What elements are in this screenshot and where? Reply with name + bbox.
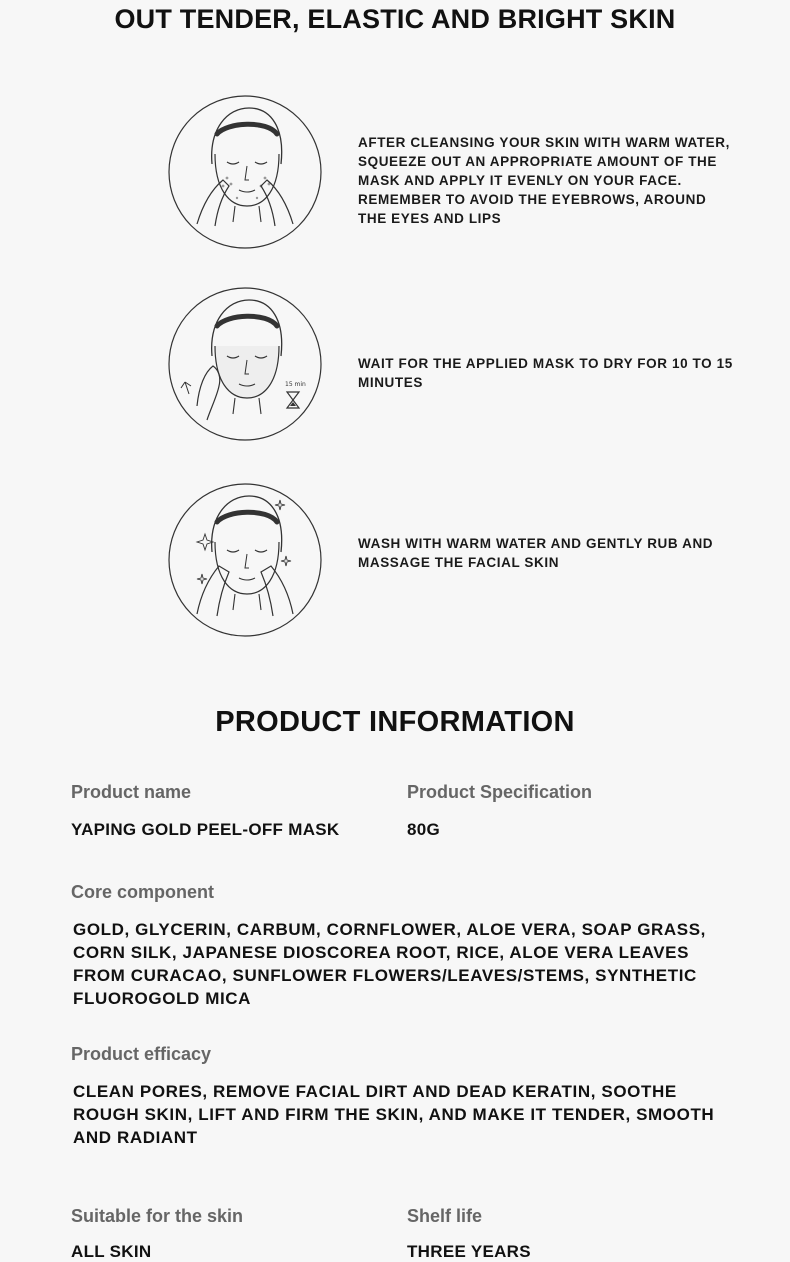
page-title: OUT TENDER, ELASTIC AND BRIGHT SKIN — [114, 4, 676, 34]
product-efficacy-label: Product efficacy — [71, 1044, 212, 1064]
product-spec-value: 80G — [407, 820, 441, 839]
face-applying-mask-icon — [167, 94, 323, 250]
product-efficacy-value: CLEAN PORES, REMOVE FACIAL DIRT AND DEAD KERATIN, SOOTHE ROUGH SKIN, LIFT AND FIRM THE SKIN, AND MAKE IT TENDER, SMOOTH AND RADIANT — [73, 1082, 715, 1147]
core-component-label: Core component — [71, 882, 215, 902]
step-3-instruction: WASH WITH WARM WATER AND GENTLY RUB AND MASSAGE THE FACIAL SKIN — [358, 536, 714, 570]
face-washing-icon — [167, 482, 323, 638]
product-spec-label: Product Specification — [407, 782, 593, 802]
step-2-instruction: WAIT FOR THE APPLIED MASK TO DRY FOR 10 TO 15 MINUTES — [358, 356, 733, 390]
suitable-skin-value: ALL SKIN — [71, 1242, 152, 1261]
timer-label: 15 min — [285, 381, 306, 388]
face-waiting-hourglass-icon — [167, 286, 323, 442]
suitable-skin-label: Suitable for the skin — [71, 1206, 244, 1226]
product-name-value: YAPING GOLD PEEL-OFF MASK — [71, 820, 340, 839]
product-name-label: Product name — [71, 782, 192, 802]
section-title: PRODUCT INFORMATION — [215, 706, 575, 738]
core-component-value: GOLD, GLYCERIN, CARBUM, CORNFLOWER, ALOE VERA, SOAP GRASS, CORN SILK, JAPANESE DIOSCOREA ROOT, RICE, ALOE VERA LEAVES FROM CURACAO, SUNFLOWER FLOWERS/LEAVES/STEMS, SYNTHETIC FLUOROGOLD MICA — [73, 920, 706, 1008]
shelf-life-label: Shelf life — [407, 1206, 483, 1226]
shelf-life-value: THREE YEARS — [407, 1242, 531, 1261]
step-1-instruction: AFTER CLEANSING YOUR SKIN WITH WARM WATER, SQUEEZE OUT AN APPROPRIATE AMOUNT OF THE MASK AND APPLY IT EVENLY ON YOUR FACE. REMEMBER TO AVOID THE EYEBROWS, AROUND THE EYES AND LIPS — [358, 135, 730, 226]
